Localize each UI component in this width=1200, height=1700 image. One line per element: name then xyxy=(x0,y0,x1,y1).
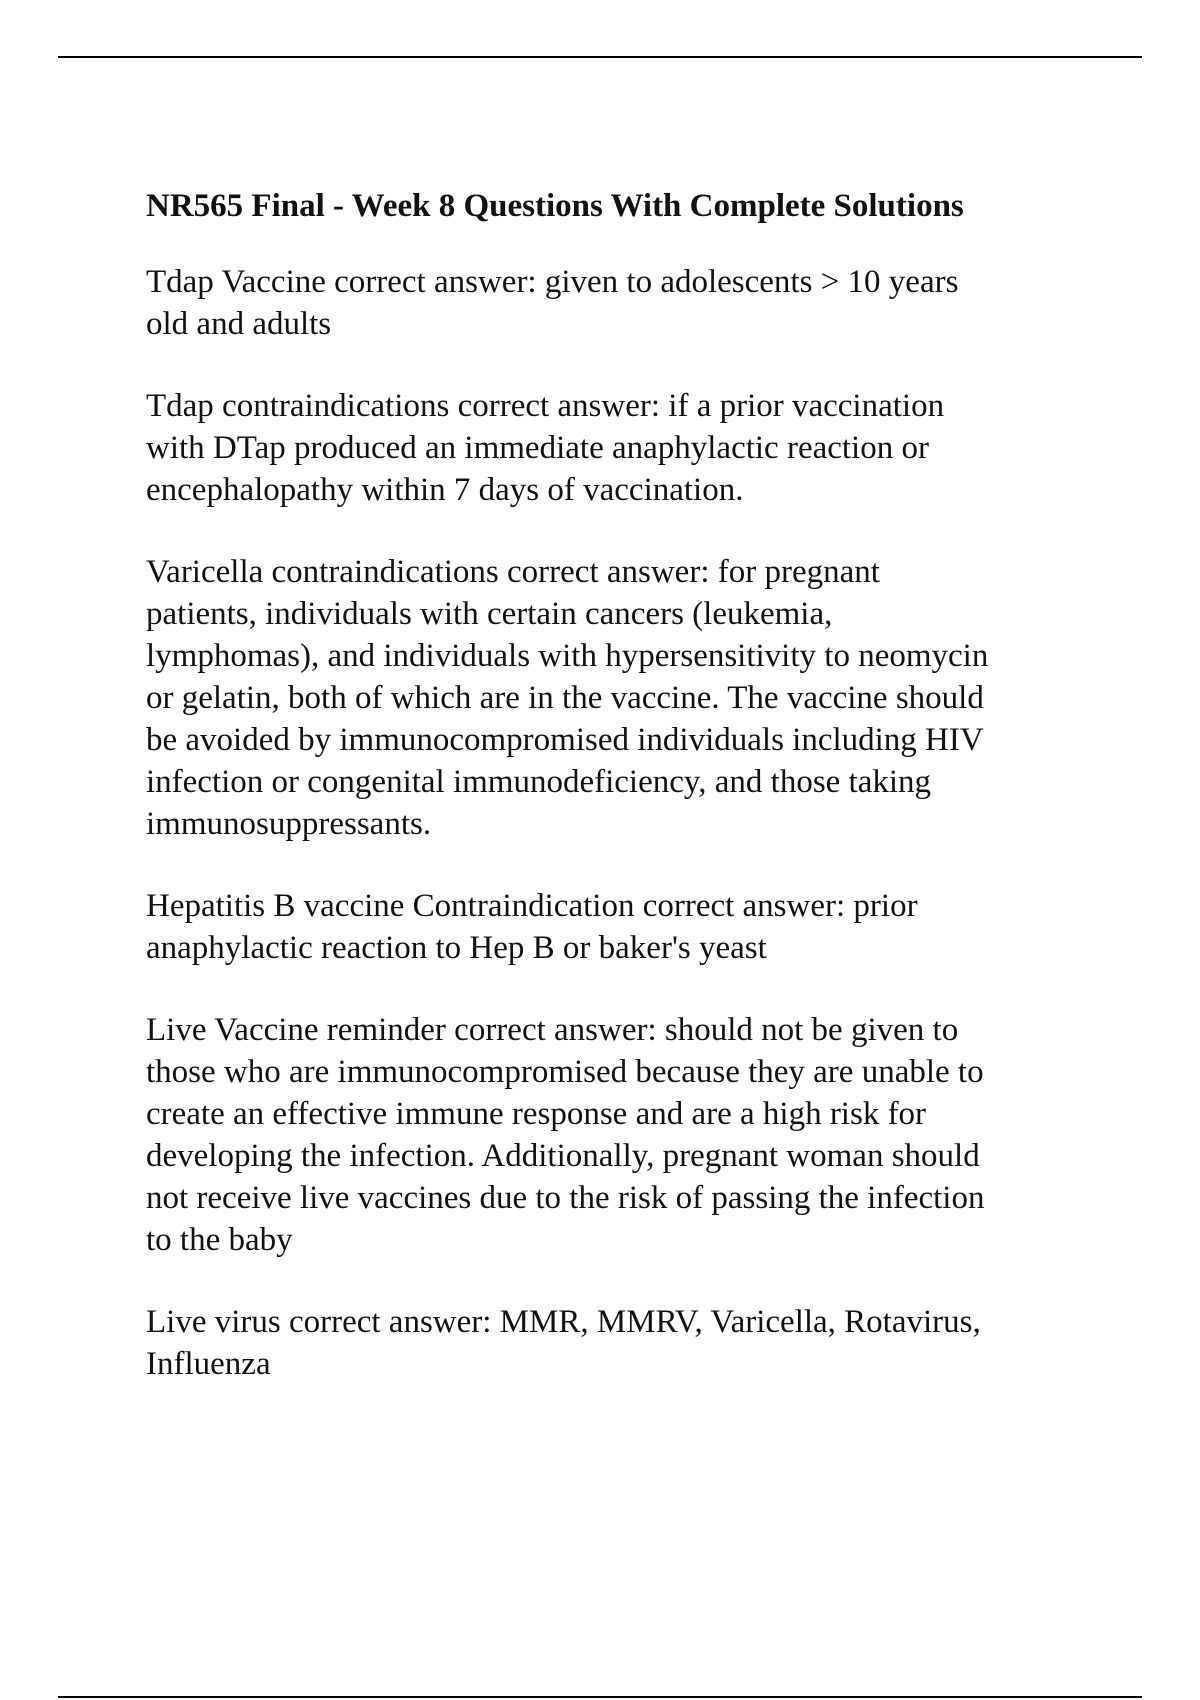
qa-entry-live-vaccine-reminder: Live Vaccine reminder correct answer: should not be given to those who are immunocompromised because they are unable to create an effective immune response and are a high risk for developing the infection. Additionally, pregnant woman should not receive live vaccines due to the risk of passing the infection to the baby xyxy=(146,1012,985,1258)
qa-entry-tdap-vaccine: Tdap Vaccine correct answer: given to adolescents > 10 years old and adults xyxy=(146,264,959,342)
document-title: NR565 Final - Week 8 Questions With Complete Solutions xyxy=(146,188,964,224)
qa-entry-live-virus: Live virus correct answer: MMR, MMRV, Varicella, Rotavirus, Influenza xyxy=(146,1304,981,1382)
qa-entry-tdap-contraindications: Tdap contraindications correct answer: if a prior vaccination with DTap produced an immediate anaphylactic reaction or encephalopathy within 7 days of vaccination. xyxy=(146,388,945,508)
bottom-divider xyxy=(58,1696,1142,1698)
document-body xyxy=(146,186,1106,1425)
qa-entry-hepatitis-b-contraindication: Hepatitis B vaccine Contraindication correct answer: prior anaphylactic reaction to Hep B or baker's yeast xyxy=(146,888,918,966)
top-divider xyxy=(58,56,1142,58)
qa-entry-varicella-contraindications: Varicella contraindications correct answer: for pregnant patients, individuals with certain cancers (leukemia, lymphomas), and individuals with hypersensitivity to neomycin or gelatin, both of which are in the vaccine. The vaccine should be avoided by immunocompromised individuals including HIV infection or congenital immunodeficiency, and those taking immunosuppressants. xyxy=(146,554,989,842)
